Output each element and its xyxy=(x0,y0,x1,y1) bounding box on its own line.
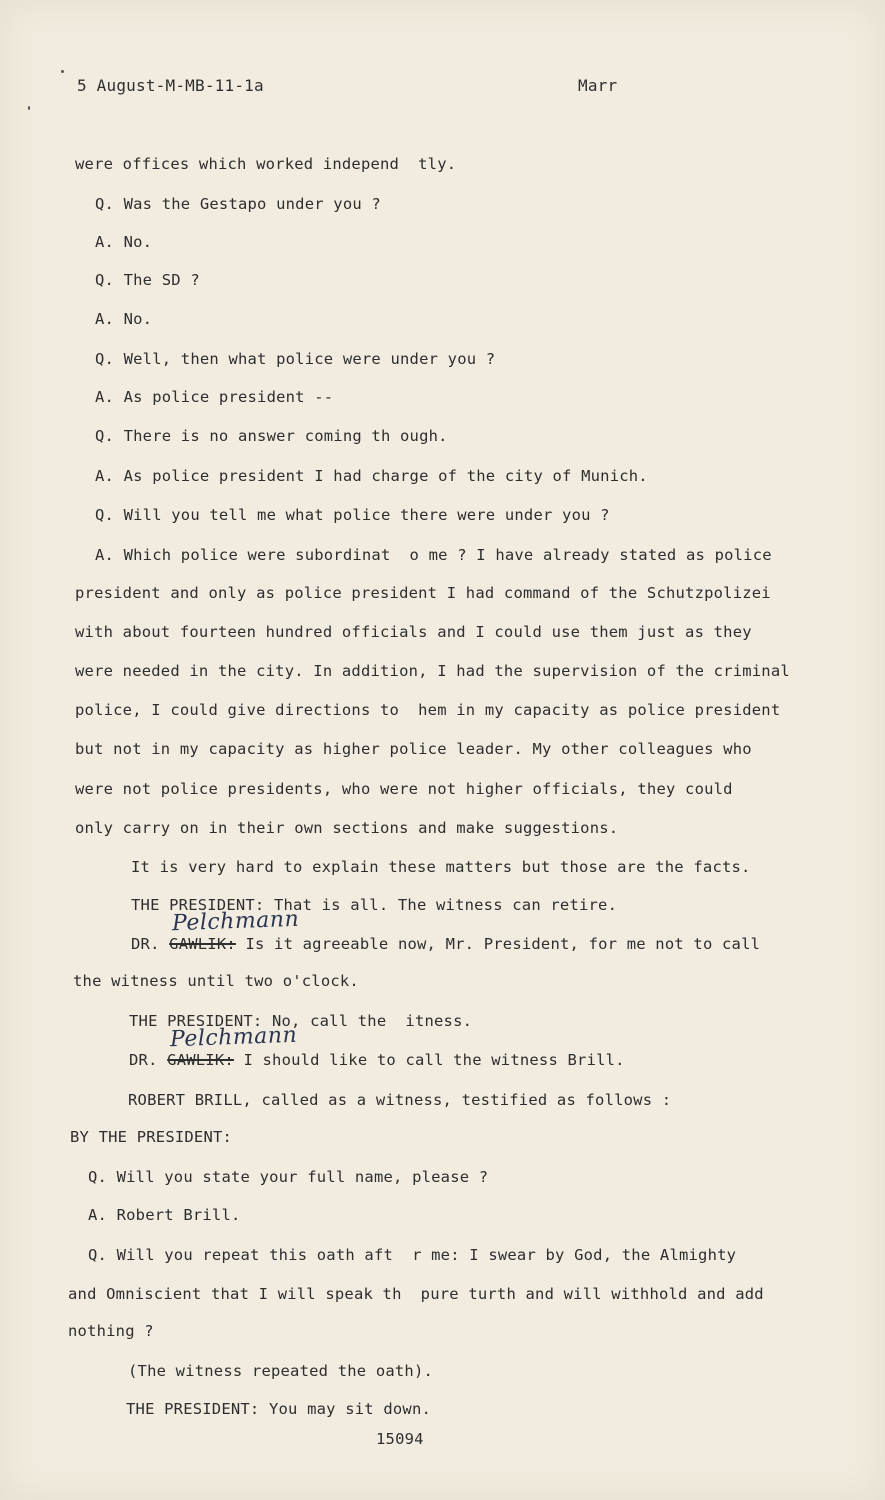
transcript-line: the witness until two o'clock. xyxy=(73,972,359,990)
answer-line: A. Robert Brill. xyxy=(88,1206,241,1224)
speaker-dr-text: Is it agreeable now, Mr. President, for me not to call xyxy=(245,935,761,953)
transcript-line: president and only as police president I had command of the Schutzpolizei xyxy=(75,584,771,602)
speaker-dr-line xyxy=(129,1050,625,1070)
speaker-prefix: DR. xyxy=(129,1051,158,1069)
handwritten-correction: Pelchmann xyxy=(169,1022,298,1053)
president-line: THE PRESIDENT: No, call the itness. xyxy=(129,1012,473,1030)
answer-line: A. As police president I had charge of the city of Munich. xyxy=(95,467,648,485)
header-reporter: Marr xyxy=(578,76,618,95)
transcript-line: and Omniscient that I will speak th pure turth and will withhold and add xyxy=(68,1285,764,1303)
transcript-line: (The witness repeated the oath). xyxy=(128,1362,434,1380)
question-line: Q. Will you repeat this oath aft r me: I swear by God, the Almighty xyxy=(88,1246,737,1264)
answer-line: A. Which police were subordinat o me ? I have already stated as police xyxy=(95,546,772,564)
president-line: THE PRESIDENT: You may sit down. xyxy=(126,1400,432,1418)
question-line: Q. The SD ? xyxy=(95,271,200,289)
president-line: THE PRESIDENT: That is all. The witness can retire. xyxy=(131,896,618,914)
answer-line: A. No. xyxy=(95,233,153,251)
speaker-prefix: DR. xyxy=(131,935,160,953)
transcript-line: It is very hard to explain these matters but those are the facts. xyxy=(131,858,751,876)
section-heading: BY THE PRESIDENT: xyxy=(70,1128,233,1146)
answer-line: A. As police president -- xyxy=(95,388,334,406)
transcript-line: nothing ? xyxy=(68,1322,154,1340)
transcript-line: only carry on in their own sections and make suggestions. xyxy=(75,819,619,837)
header-reference: 5 August-M-MB-11-1a xyxy=(77,76,264,95)
paper-speck xyxy=(28,106,30,110)
transcript-line: police, I could give directions to hem in my capacity as police president xyxy=(75,701,781,719)
struck-speaker-name: GAWLIK: xyxy=(169,935,236,953)
handwritten-correction: Pelchmann xyxy=(171,906,300,937)
transcript-line: but not in my capacity as higher police leader. My other colleagues who xyxy=(75,740,752,758)
speaker-dr-text: I should like to call the witness Brill. xyxy=(243,1051,625,1069)
question-line: Q. Was the Gestapo under you ? xyxy=(95,195,381,213)
question-line: Q. There is no answer coming th ough. xyxy=(95,427,448,445)
speaker-dr-line xyxy=(131,934,760,954)
transcript-line: with about fourteen hundred officials and I could use them just as they xyxy=(75,623,752,641)
question-line: Q. Will you state your full name, please ? xyxy=(88,1168,489,1186)
struck-speaker-name: GAWLIK: xyxy=(167,1051,234,1069)
paper-speck xyxy=(61,70,64,73)
transcript-line: ROBERT BRILL, called as a witness, testified as follows : xyxy=(128,1091,672,1109)
transcript-line: were not police presidents, who were not higher officials, they could xyxy=(75,780,733,798)
question-line: Q. Will you tell me what police there were under you ? xyxy=(95,506,610,524)
question-line: Q. Well, then what police were under you ? xyxy=(95,350,496,368)
transcript-line: were offices which worked independ tly. xyxy=(75,155,457,173)
transcript-line: were needed in the city. In addition, I had the supervision of the criminal xyxy=(75,662,790,680)
page-number: 15094 xyxy=(376,1430,424,1448)
answer-line: A. No. xyxy=(95,310,153,328)
